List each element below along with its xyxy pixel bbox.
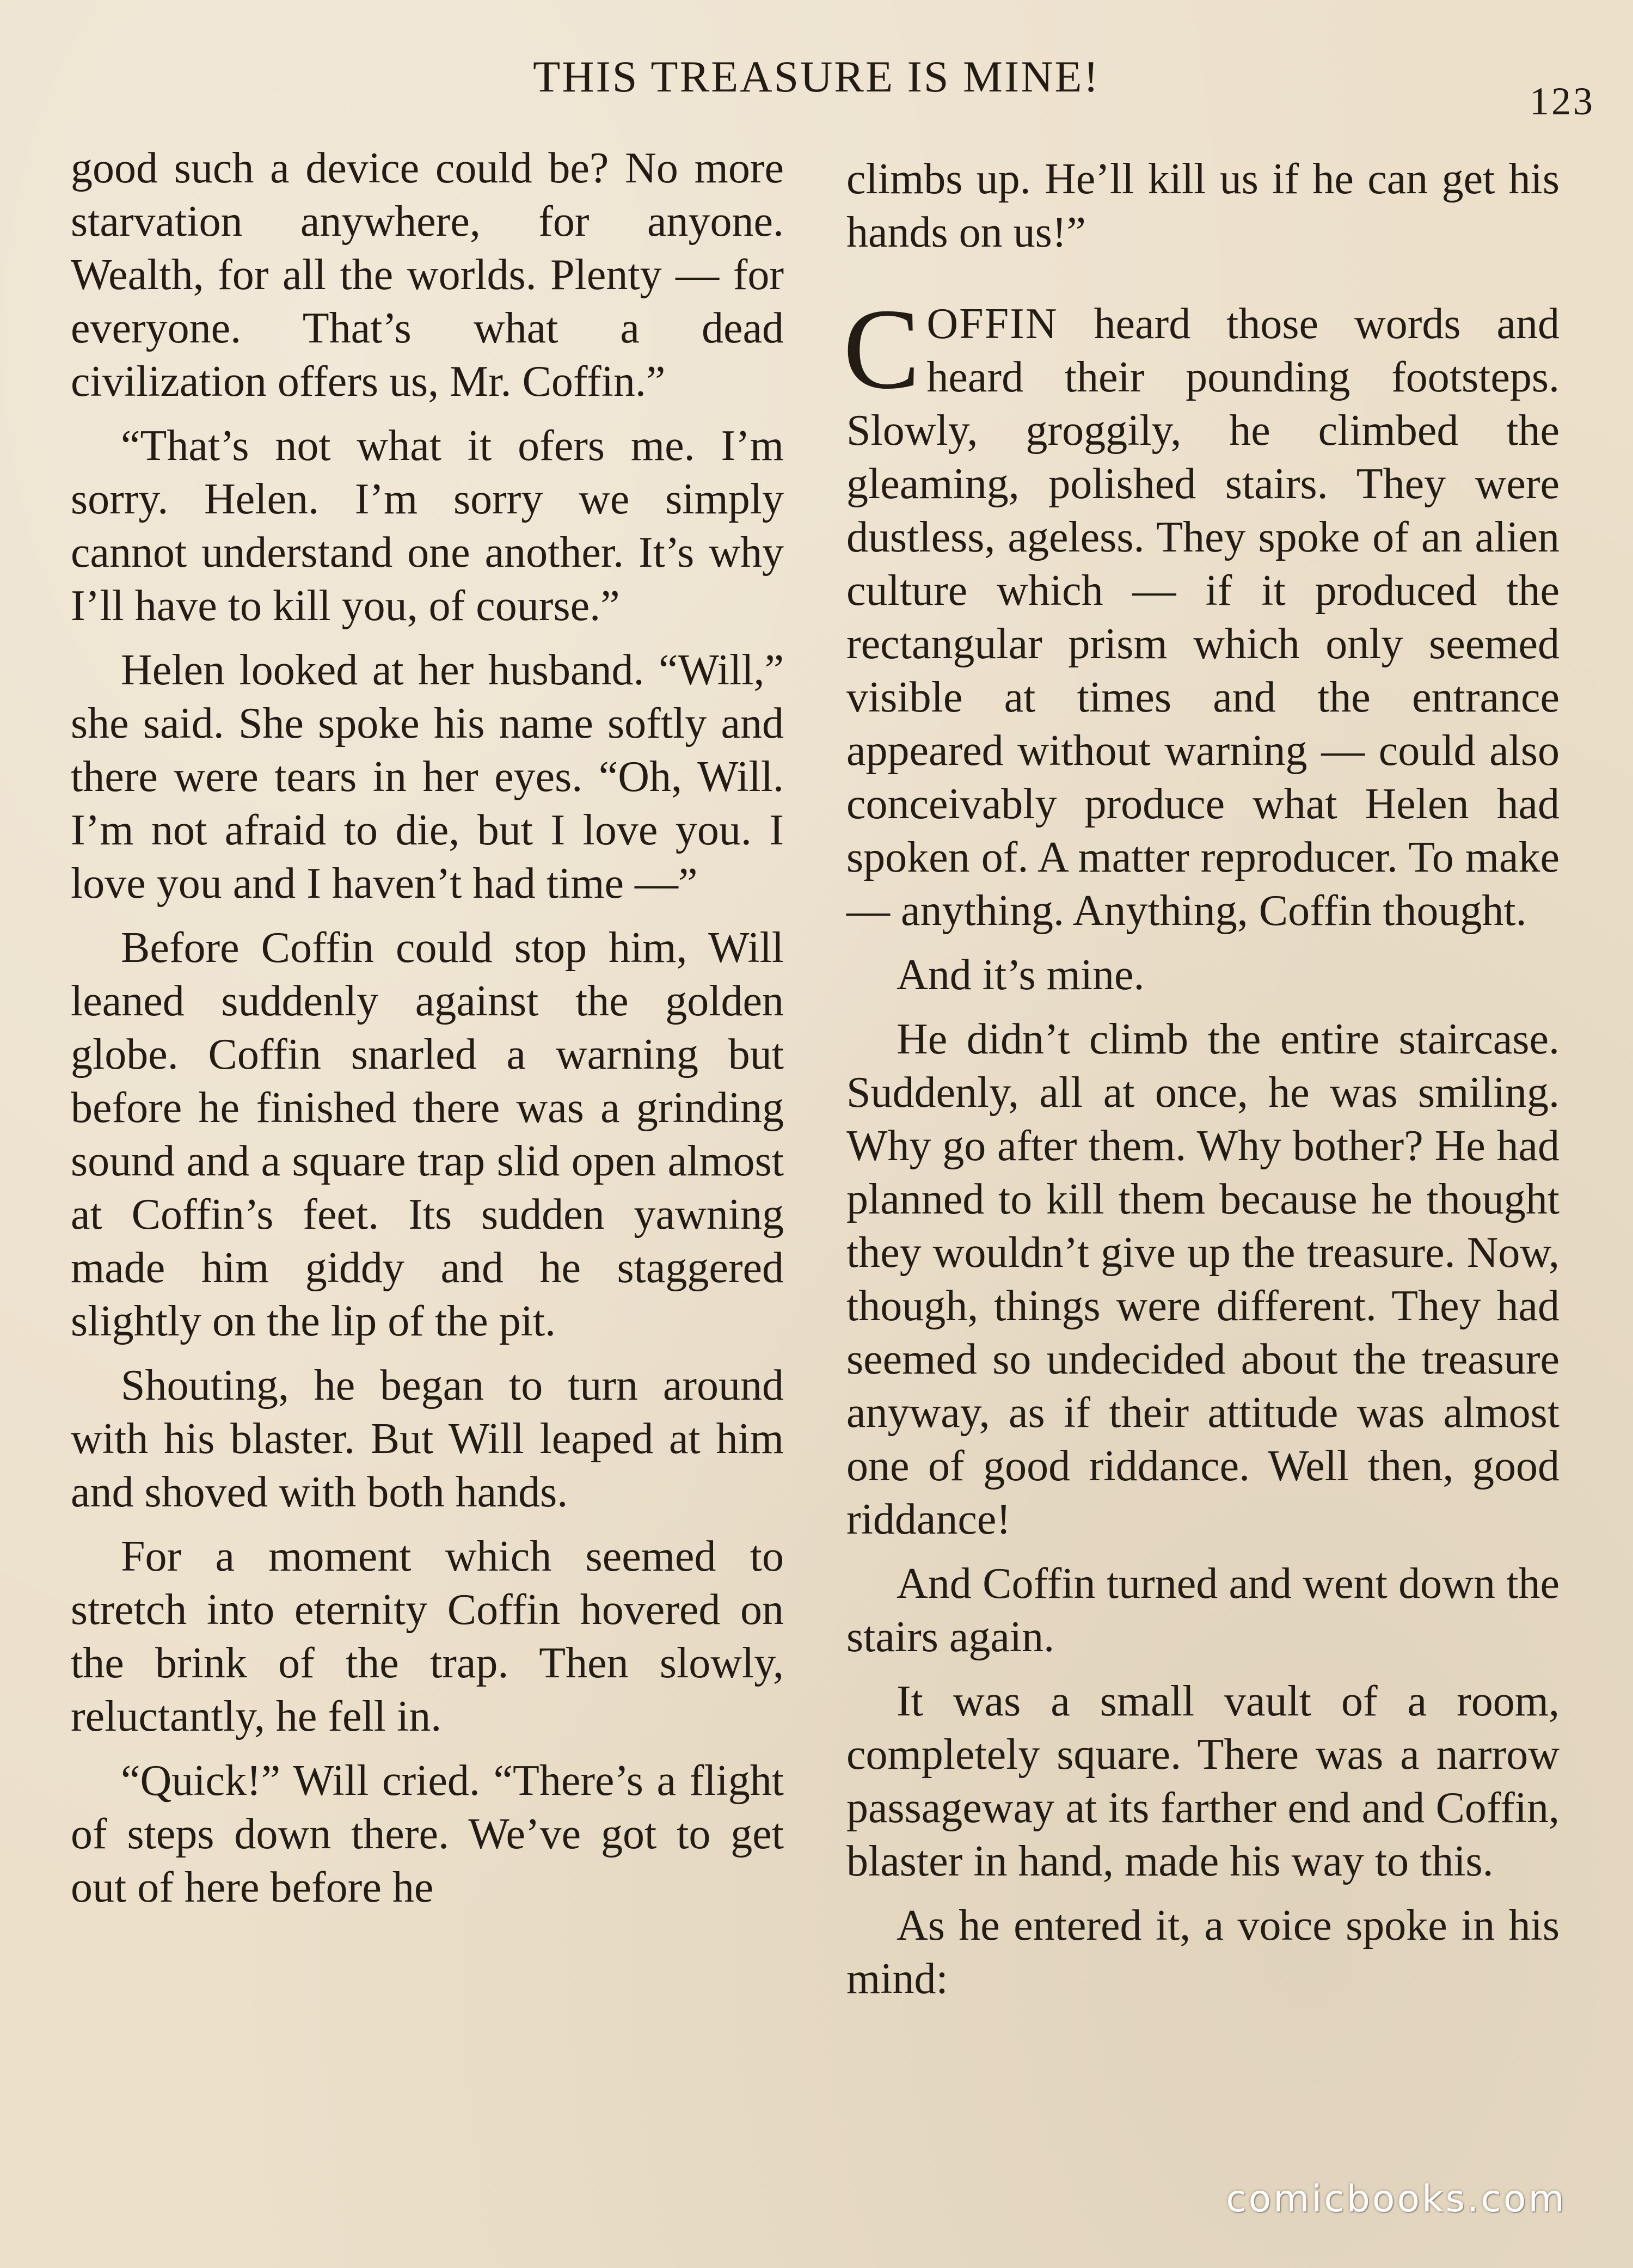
paragraph: Shouting, he began to turn around with his blaster. But Will leaped at him and shoved with both hands. <box>71 1362 784 1516</box>
paragraph: And Coffin turned and went down the stairs again. <box>846 1560 1560 1661</box>
drop-cap: C <box>843 285 920 413</box>
running-title: THIS TREASURE IS MINE! <box>533 52 1100 101</box>
page-number: 123 <box>1530 79 1595 123</box>
paragraph: “That’s not what it ofers me. I’m sorry. Helen. I’m sorry we simply cannot understand one another. It’s why I’ll have to kill you, of course.” <box>71 422 784 630</box>
paragraph: He didn’t climb the entire staircase. Suddenly, all at once, he was smiling. Why go after them. Why bother? He had planned to kill them because he thought they wouldn’t give up the treasure. Now, though, things were different. They had seemed so undecided about the treasure anyway, as if their attitude was almost one of good riddance. Well then, good riddance! <box>846 1015 1560 1543</box>
section-opening-paragraph <box>843 285 1560 937</box>
paragraph: It was a small vault of a room, completely square. There was a narrow passageway at its farther end and Coffin, blaster in hand, made his way to this. <box>846 1677 1560 1885</box>
site-watermark: comicbooks.com <box>1226 2178 1567 2221</box>
paragraph: Before Coffin could stop him, Will leaned suddenly against the golden globe. Coffin snarled a warning but before he finished there was a grinding sound and a square trap slid open almost at Coffin’s feet. Its sudden yawning made him giddy and he staggered slightly on the lip of the pit. <box>71 924 784 1345</box>
right-column <box>843 152 1560 2016</box>
paragraph: For a moment which seemed to stretch into eternity Coffin hovered on the brink of the trap. Then slowly, reluctantly, he fell in. <box>71 1533 784 1740</box>
paragraph: Helen looked at her husband. “Will,” she said. She spoke his name softly and there were tears in her eyes. “Oh, Will. I’m not afraid to die, but I love you. I love you and I haven’t had time —” <box>71 646 784 908</box>
paragraph: As he entered it, a voice spoke in his mind: <box>846 1902 1560 2003</box>
small-caps-word: OFFIN <box>926 300 1058 348</box>
paragraph: And it’s mine. <box>897 951 1145 999</box>
paragraph: “Quick!” Will cried. “There’s a flight of steps down there. We’ve got to get out of here before he <box>71 1757 784 1911</box>
paragraph: good such a device could be? No more starvation anywhere, for anyone. Wealth, for all the worlds. Plenty — for everyone. That’s what a dead civilization offers us, Mr. Coffin.” <box>71 144 784 406</box>
left-column <box>71 142 784 1925</box>
paragraph: climbs up. He’ll kill us if he can get his hands on us!” <box>846 155 1560 256</box>
paragraph-text: heard those words and heard their pounding footsteps. Slowly, groggily, he climbed the gleaming, polished stairs. They were dustless, ageless. They spoke of an alien culture which — if it produced the rectangular prism which only seemed visible at times and the entrance appeared without warning — could also conceivably produce what Helen had spoken of. A matter reproducer. To make — anything. Anything, Coffin thought. <box>846 300 1560 935</box>
